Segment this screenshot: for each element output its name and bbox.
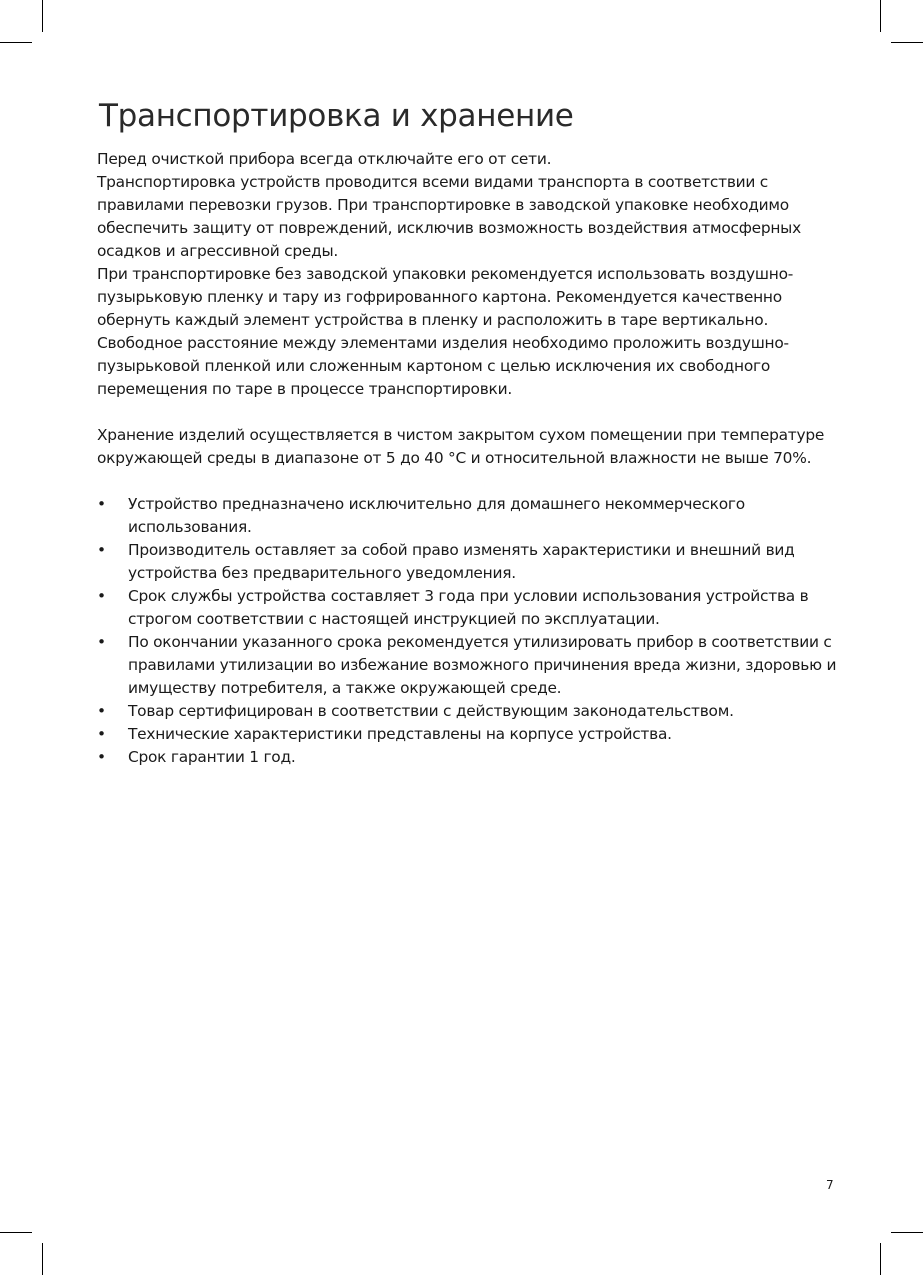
crop-mark-top-right-vertical <box>880 0 881 32</box>
paragraph-transport-packaged: Транспортировка устройств проводится всеми видами транспорта в соответствии с правилами перевозки грузов. При транспортировке в заводской упаковке необходимо обеспечить защиту от повреждений, исключив возможность воздействия атмосферных осадков и агрессивной среды. <box>97 173 801 260</box>
crop-mark-top-right-horizontal <box>891 42 923 43</box>
bullet-item: • Производитель оставляет за собой право изменять характеристики и внешний вид устройства без предварительного уведомления. <box>97 539 837 585</box>
page-title: Транспортировка и хранение <box>99 98 574 134</box>
bullet-item: • Технические характеристики представлены на корпусе устройства. <box>97 723 837 746</box>
info-bullet-list <box>97 493 837 769</box>
bullet-item: • По окончании указанного срока рекомендуется утилизировать прибор в соответствии с правилами утилизации во избежание возможного причинения вреда жизни, здоровью и имуществу потребителя, а также окружающей среде. <box>97 631 837 700</box>
paragraph-spacer <box>97 401 837 424</box>
paragraph-transport-unpackaged: При транспортировке без заводской упаковки рекомендуется использовать воздушно-пузырьковую пленку и тару из гофрированного картона. Рекомендуется качественно обернуть каждый элемент устройства в пленку и расположить в таре вертикально. Свободное расстояние между элементами изделия необходимо проложить воздушно-пузырьковой пленкой или сложенным картоном с целью исключения их свободного перемещения по таре в процессе транспортировки. <box>97 265 794 398</box>
paragraph-spacer <box>97 470 837 493</box>
crop-mark-bottom-left-horizontal <box>0 1232 32 1233</box>
bullet-item: • Срок гарантии 1 год. <box>97 746 837 769</box>
page-number: 7 <box>826 1178 834 1192</box>
crop-mark-bottom-right-vertical <box>880 1243 881 1275</box>
crop-mark-bottom-left-vertical <box>42 1243 43 1275</box>
bullet-item: • Устройство предназначено исключительно для домашнего некоммерческого использования. <box>97 493 837 539</box>
bullet-item: • Товар сертифицирован в соответствии с действующим законодательством. <box>97 700 837 723</box>
crop-mark-top-left-vertical <box>42 0 43 32</box>
bullet-item: • Срок службы устройства составляет 3 года при условии использования устройства в строгом соответствии с настоящей инструкцией по эксплуатации. <box>97 585 837 631</box>
crop-mark-bottom-right-horizontal <box>891 1232 923 1233</box>
page-content <box>97 148 837 769</box>
paragraph-storage: Хранение изделий осуществляется в чистом закрытом сухом помещении при температуре окружающей среды в диапазоне от 5 до 40 °С и относительной влажности не выше 70%. <box>97 426 825 467</box>
crop-mark-top-left-horizontal <box>0 42 32 43</box>
paragraph-unplug-warning: Перед очисткой прибора всегда отключайте его от сети. <box>97 150 552 168</box>
